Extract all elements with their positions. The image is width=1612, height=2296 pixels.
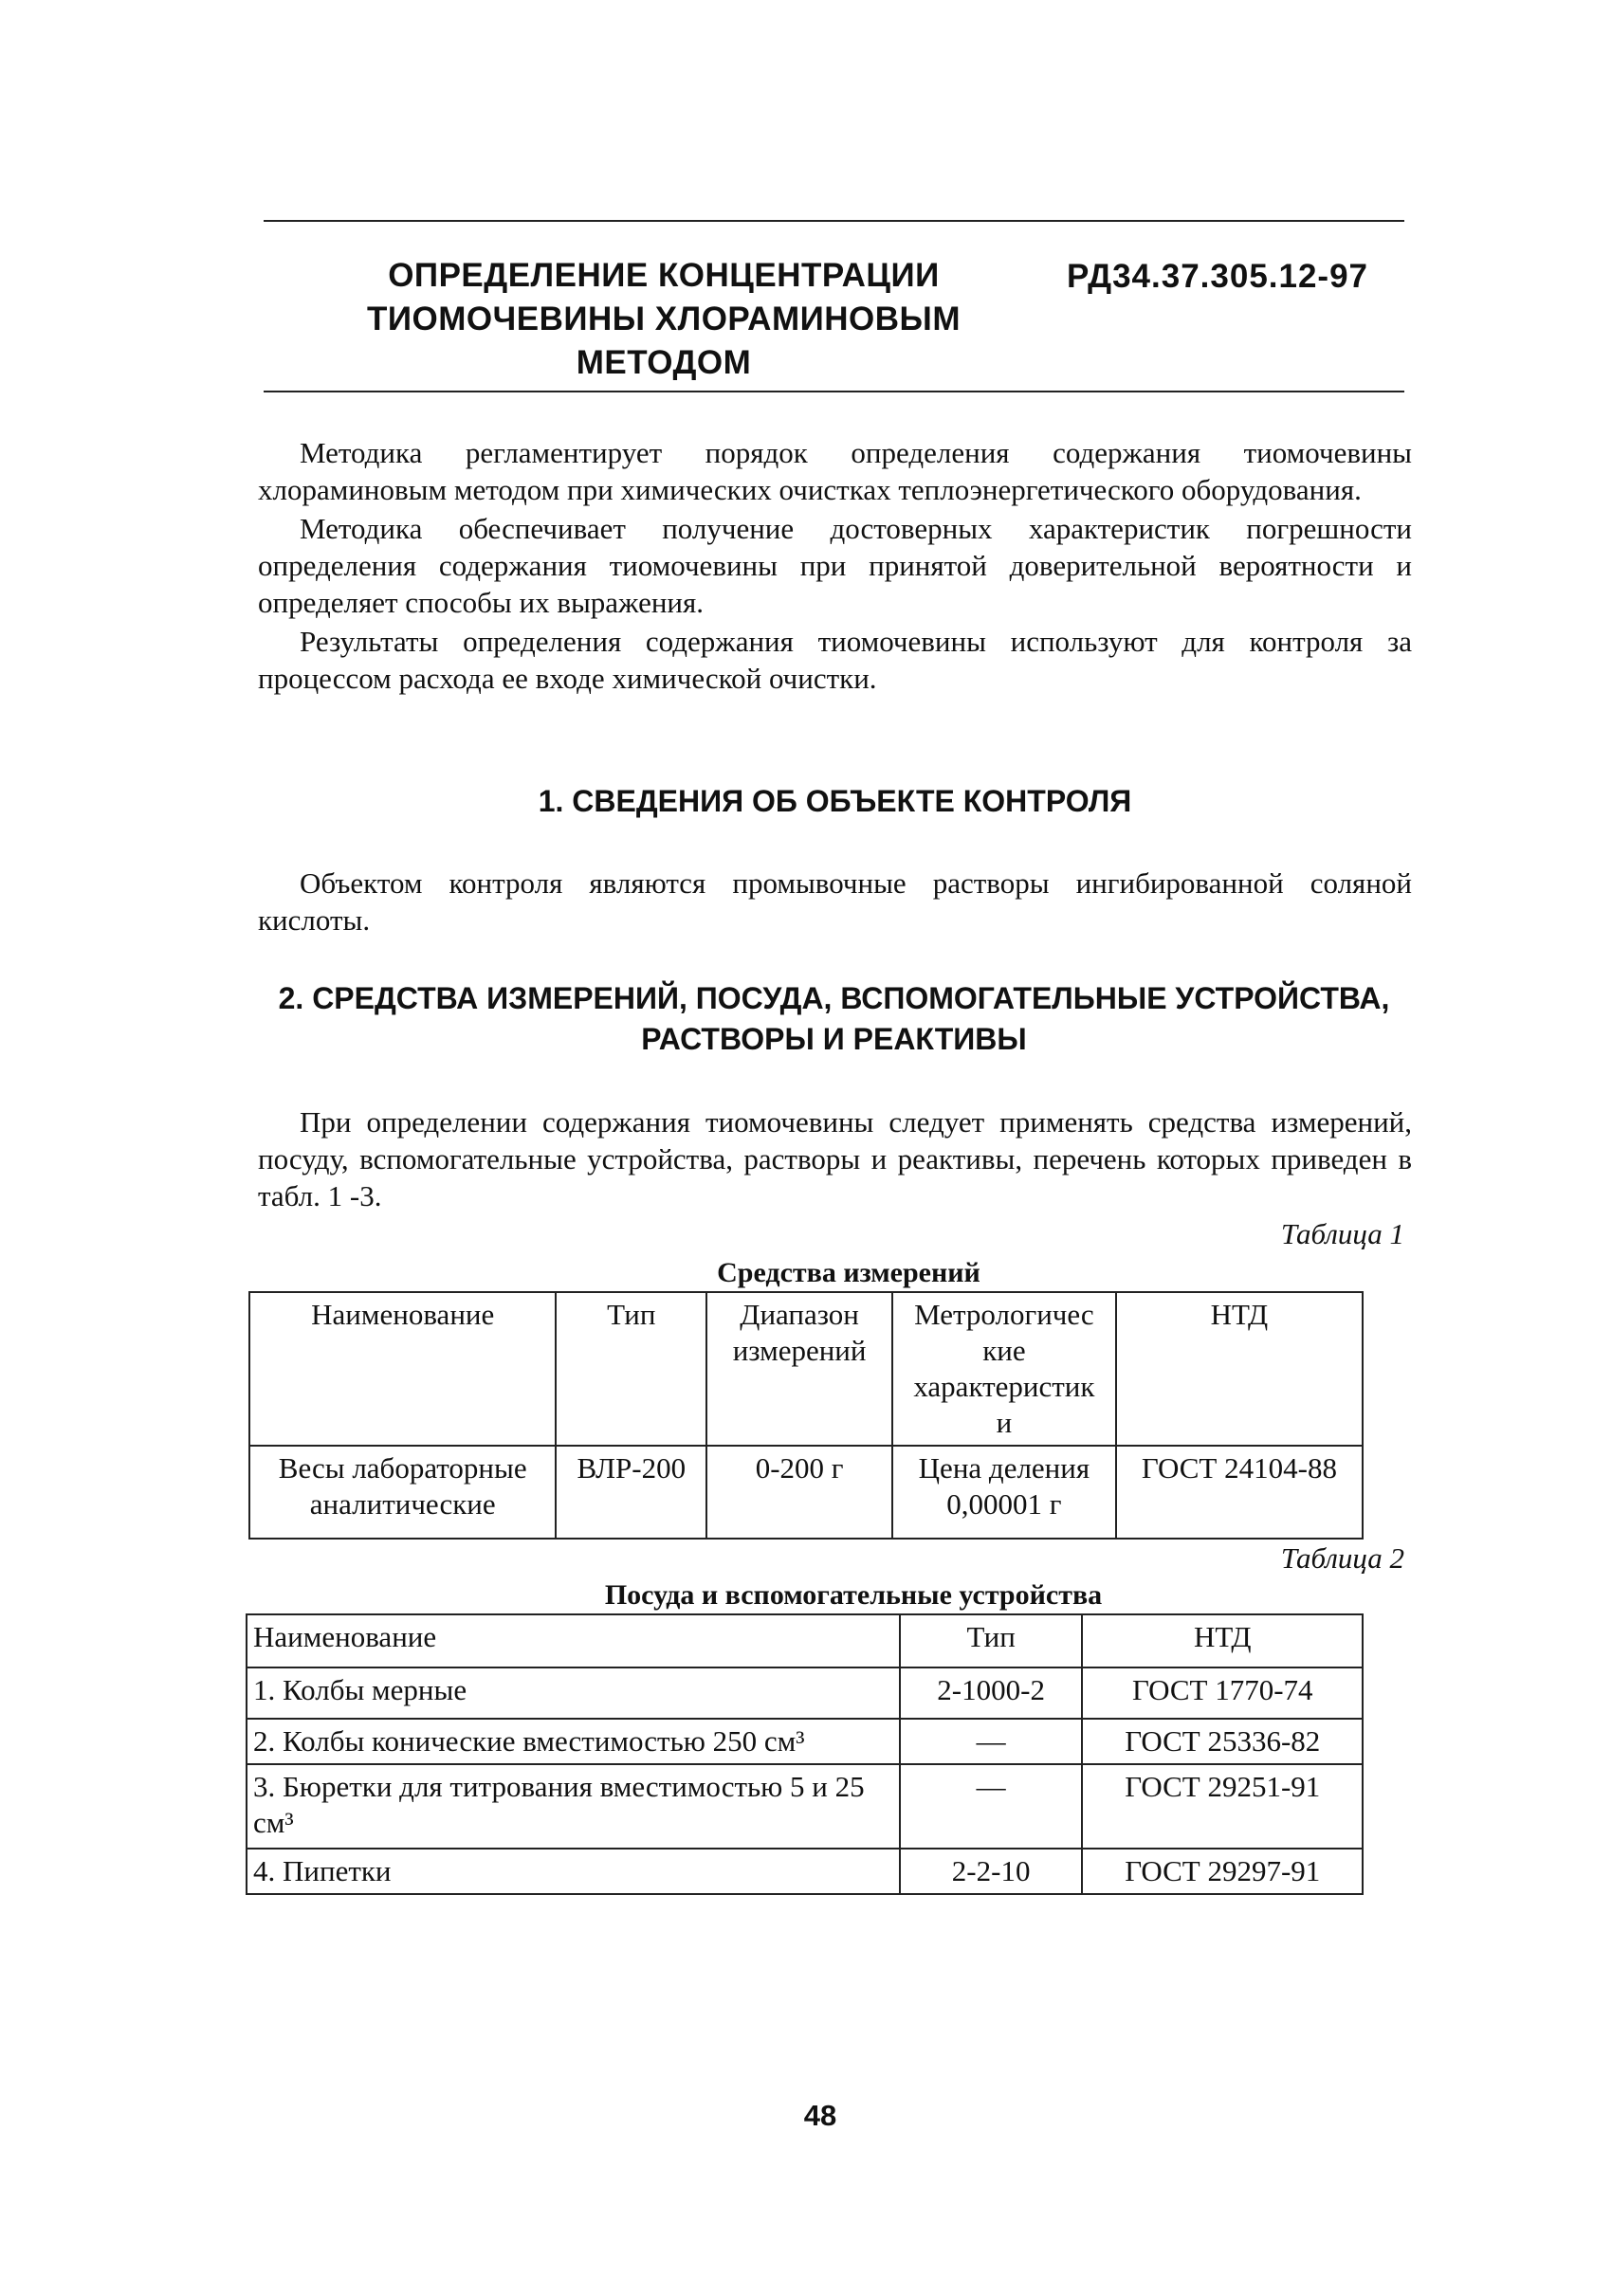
section-2-heading-line-1: 2. СРЕДСТВА ИЗМЕРЕНИЙ, ПОСУДА, ВСПОМОГАТЕЛЬНЫЕ УСТРОЙСТВА, [278, 981, 1390, 1015]
intro-section [258, 434, 1412, 697]
table-2-cell: 4. Пипетки [247, 1849, 900, 1894]
table-2-cell: 2-2-10 [900, 1849, 1083, 1894]
title-line-2: ТИОМОЧЕВИНЫ ХЛОРАМИНОВЫМ [367, 301, 961, 337]
table-row [247, 1849, 1363, 1894]
table-2-cell: 2. Колбы конические вместимостью 250 см³ [247, 1719, 900, 1764]
table-2 [246, 1613, 1364, 1895]
table-2-header-cell: НТД [1082, 1614, 1363, 1667]
table-2-header-cell: Тип [900, 1614, 1083, 1667]
table-1 [248, 1291, 1364, 1540]
table-2-cell: — [900, 1764, 1083, 1849]
document-title [303, 254, 1024, 385]
table-1-label: Таблица 1 [1280, 1217, 1404, 1250]
table-row [247, 1667, 1363, 1719]
intro-paragraph-2: Методика обеспечивает получение достоверных характеристик погрешности определения содержания тиомочевины при принятой доверительной вероятности и определяет способы их выражения. [258, 512, 1412, 619]
table-2-cell: ГОСТ 29297-91 [1082, 1849, 1363, 1894]
table-2-cell: 3. Бюретки для титрования вместимостью 5 и 25 см³ [247, 1764, 900, 1849]
table-2-cell: ГОСТ 25336-82 [1082, 1719, 1363, 1764]
intro-paragraph-3: Результаты определения содержания тиомочевины используют для контроля за процессом расхода ее входе химической очистки. [258, 625, 1412, 695]
table-2-label: Таблица 2 [1280, 1541, 1404, 1575]
document-code: РД34.37.305.12-97 [1067, 258, 1369, 295]
table-1-cell: ВЛР-200 [556, 1446, 706, 1539]
title-line-3: МЕТОДОМ [576, 344, 752, 381]
table-2-cell: ГОСТ 1770-74 [1082, 1667, 1363, 1719]
table-2-cell: 1. Колбы мерные [247, 1667, 900, 1719]
table-row [247, 1764, 1363, 1849]
table-1-header-cell: Диапазон измерений [706, 1292, 892, 1446]
table-1-cell: 0-200 г [706, 1446, 892, 1539]
section-2-heading [248, 978, 1420, 1060]
table-1-cell: Цена деления 0,00001 г [892, 1446, 1116, 1539]
page-number: 48 [803, 2099, 837, 2132]
table-1-header-cell: НТД [1116, 1292, 1363, 1446]
table-1-title: Средства измерений [717, 1257, 980, 1288]
header-bottom-rule [264, 391, 1404, 392]
table-2-header-cell: Наименование [247, 1614, 900, 1667]
header-top-rule [264, 220, 1404, 222]
table-2-cell: ГОСТ 29251-91 [1082, 1764, 1363, 1849]
table-1-header-cell: Наименование [249, 1292, 556, 1446]
table-2-cell: 2-1000-2 [900, 1667, 1083, 1719]
section-1-text: Объектом контроля являются промывочные растворы ингибированной соляной кислоты. [258, 866, 1412, 937]
title-line-1: ОПРЕДЕЛЕНИЕ КОНЦЕНТРАЦИИ [388, 257, 940, 294]
table-1-cell: Весы лабораторные аналитические [249, 1446, 556, 1539]
table-row [249, 1446, 1363, 1539]
table-1-header-row [249, 1292, 1363, 1446]
table-2-cell: — [900, 1719, 1083, 1764]
section-2-text: При определении содержания тиомочевины следует применять средства измерений, посуду, вспомогательные устройства, растворы и реактивы, перечень которых приведен в табл. 1 -3. [258, 1105, 1412, 1212]
table-1-cell: ГОСТ 24104-88 [1116, 1446, 1363, 1539]
section-1-heading: 1. СВЕДЕНИЯ ОБ ОБЪЕКТЕ КОНТРОЛЯ [538, 784, 1132, 818]
table-1-header-cell: Метрологичес кие характеристик и [892, 1292, 1116, 1446]
table-2-title: Посуда и вспомогательные устройства [604, 1579, 1103, 1611]
table-1-header-cell: Тип [556, 1292, 706, 1446]
table-2-header-row [247, 1614, 1363, 1667]
intro-paragraph-1: Методика регламентирует порядок определения содержания тиомочевины хлораминовым методом при химических очистках теплоэнергетического оборудования. [258, 436, 1412, 506]
section-2-heading-line-2: РАСТВОРЫ И РЕАКТИВЫ [641, 1022, 1027, 1056]
table-row [247, 1719, 1363, 1764]
